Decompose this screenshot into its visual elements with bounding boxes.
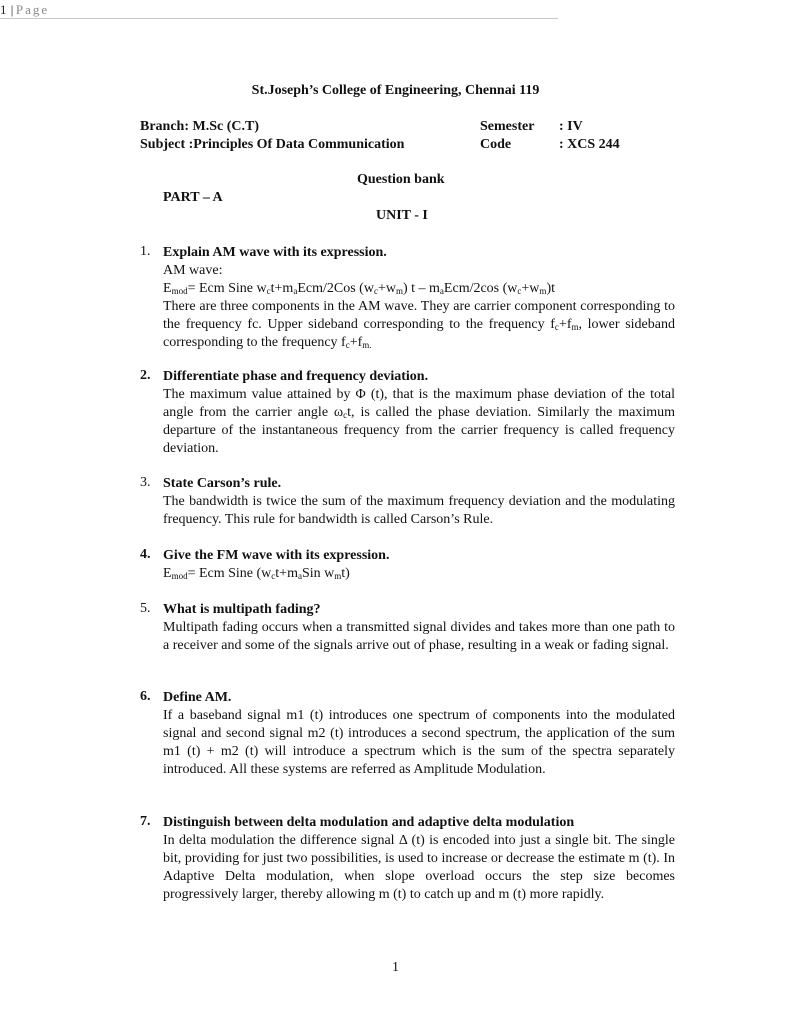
fm-equation: $E_{mod}=$ Ecm Sine ($w_ct+m_aSin$ $w_mt$) (163, 566, 350, 581)
question-2 (140, 368, 675, 458)
header-page-number: 1 (0, 2, 7, 17)
header-page-word: Page (15, 2, 50, 17)
question-5 (140, 601, 675, 655)
question-title: Explain AM wave with its expression. (163, 245, 387, 260)
question-bank-heading: Question bank (357, 172, 445, 187)
question-answer: The maximum value attained by Φ (t), that is the maximum phase deviation of the total angle from the carrier angle $\omega_ct$, is called the phase deviation. Similarly the maximum departure of the instantaneous frequency from the carrier frequency is called frequency deviation. (163, 387, 676, 456)
am-equation: $E_{mod}=$ Ecm Sine $w_ct+m_aEcm/2Cos$ $(w_c+w_m)$ t – $m_aEcm/2\cos$ $(w_c+w_m)t$ (163, 281, 555, 296)
semester-label: Semester (480, 119, 535, 134)
question-answer: Multipath fading occurs when a transmitted signal divides and takes more than one path to a receiver and some of the signals arrive out of phase, resulting in a weak or fading signal. (163, 620, 675, 653)
question-answer: If a baseband signal m1 (t) introduces one spectrum of components into the modulated signal and second signal m2 (t) introduces a second spectrum, the application of the sum m1 (t) + m2 (t) will introduce a spectrum which is the sum of the spectra separately introduced. All these systems are referred as Amplitude Modulation. (163, 708, 675, 777)
question-title: What is multipath fading? (163, 602, 321, 617)
question-title: Give the FM wave with its expression. (163, 548, 390, 563)
question-number: 6. (140, 689, 151, 704)
code-value: : XCS 244 (559, 137, 620, 152)
answer-paragraph: There are three components in the AM wave. They are carrier component corresponding to the frequency fc. Upper sideband corresponding to the frequency $f_c+f_m$, lower sideband corresponding to the frequency $f_c+f_{m.}$ (163, 299, 675, 350)
footer-page-number: 1 (392, 960, 399, 975)
question-number: 7. (140, 814, 151, 829)
question-answer: In delta modulation the difference signal Δ (t) is encoded into just a single bit. The single bit, providing for just two possibilities, is used to increase or decrease the estimate m (t). In Adaptive Delta modulation, when slope overload occurs the step size becomes progressively larger, thereby allowing m (t) to catch up and m (t) more rapidly. (163, 833, 675, 902)
page-header (0, 2, 49, 18)
header-divider (0, 18, 558, 19)
code-label: Code (480, 137, 512, 152)
question-title: Define AM. (163, 690, 232, 705)
header-separator: | (10, 2, 14, 17)
college-title: St.Joseph’s College of Engineering, Chennai 119 (251, 83, 540, 98)
question-6 (140, 689, 675, 779)
branch-line: Branch: M.Sc (C.T) (140, 119, 259, 134)
question-number: 1. (140, 244, 151, 259)
question-4 (140, 547, 675, 583)
part-heading: PART – A (163, 190, 223, 205)
semester-value: : IV (559, 119, 583, 134)
answer-line: AM wave: (163, 263, 223, 278)
question-1 (140, 244, 675, 352)
question-title: State Carson’s rule. (163, 476, 282, 491)
question-3 (140, 475, 675, 529)
question-number: 2. (140, 368, 151, 383)
question-answer (163, 262, 675, 352)
subject-line: Subject :Principles Of Data Communication (140, 137, 405, 152)
question-number: 4. (140, 547, 151, 562)
unit-heading: UNIT - I (376, 208, 428, 223)
question-7 (140, 814, 675, 904)
question-title: Differentiate phase and frequency deviation. (163, 369, 429, 384)
question-answer: The bandwidth is twice the sum of the maximum frequency deviation and the modulating frequency. This rule for bandwidth is called Carson’s Rule. (163, 494, 675, 527)
question-number: 5. (140, 601, 151, 616)
question-number: 3. (140, 475, 151, 490)
question-title: Distinguish between delta modulation and adaptive delta modulation (163, 815, 575, 830)
